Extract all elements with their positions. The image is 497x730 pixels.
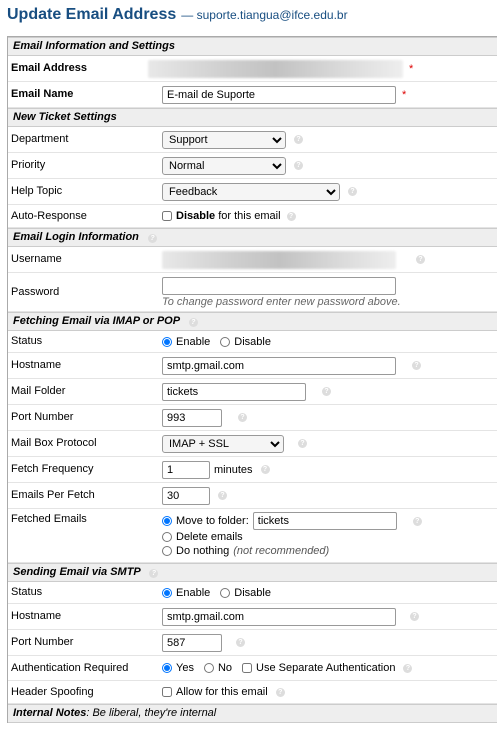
required-mark: *: [409, 62, 414, 75]
email-address-field[interactable]: [148, 60, 403, 78]
smtp-enable-label: Enable: [176, 586, 211, 599]
email-name-label: Email Name: [11, 88, 74, 100]
mail-folder-label: Mail Folder: [11, 385, 66, 397]
section-internal-notes: [8, 704, 497, 723]
fetch-hostname-label: Hostname: [11, 359, 62, 371]
password-label: Password: [11, 286, 60, 298]
password-hint: To change password enter new password above.: [162, 296, 401, 308]
priority-label: Priority: [11, 159, 46, 171]
smtp-disable-radio[interactable]: [220, 588, 230, 598]
fetch-hostname-input[interactable]: [162, 357, 396, 375]
fetch-frequency-label: Fetch Frequency: [11, 463, 94, 475]
separate-auth-label: Use Separate Authentication: [256, 662, 396, 674]
section-fetching-title: Fetching Email via IMAP or POP: [13, 315, 180, 327]
move-to-folder-label: Move to folder:: [176, 515, 249, 527]
header-spoofing-checkbox[interactable]: [162, 687, 172, 697]
username-field[interactable]: [162, 251, 396, 269]
row-smtp-status: [8, 582, 497, 604]
row-email-address: [8, 56, 497, 82]
help-icon[interactable]: ?: [287, 212, 296, 221]
auth-yes-radio[interactable]: [162, 663, 172, 673]
row-mailbox-protocol: [8, 431, 497, 457]
internal-notes-subtitle: : Be liberal, they're internal: [86, 707, 217, 719]
help-icon[interactable]: ?: [189, 318, 198, 327]
smtp-hostname-label: Hostname: [11, 610, 62, 622]
section-email-info: Email Information and Settings: [8, 37, 497, 56]
help-icon[interactable]: ?: [294, 135, 303, 144]
help-icon[interactable]: ?: [294, 161, 303, 170]
row-fetch-status: [8, 331, 497, 353]
do-nothing-radio[interactable]: [162, 546, 172, 556]
email-address-label: Email Address: [11, 62, 88, 74]
row-priority: [8, 153, 497, 179]
move-to-folder-radio[interactable]: [162, 516, 172, 526]
page-header: [7, 6, 348, 24]
help-icon[interactable]: ?: [413, 517, 422, 526]
delete-emails-radio[interactable]: [162, 532, 172, 542]
row-fetched-emails: [8, 509, 497, 563]
fetch-enable-radio[interactable]: [162, 337, 172, 347]
auth-no-label: No: [217, 662, 233, 674]
row-username: [8, 247, 497, 273]
help-icon[interactable]: ?: [403, 664, 412, 673]
fetch-port-label: Port Number: [11, 411, 74, 423]
row-fetch-port: [8, 405, 497, 431]
smtp-hostname-input[interactable]: [162, 608, 396, 626]
row-password: [8, 273, 497, 312]
page-subtitle: — suporte.tiangua@ifce.edu.br: [181, 8, 348, 22]
row-fetch-hostname: [8, 353, 497, 379]
row-smtp-auth: [8, 656, 497, 681]
help-topic-label: Help Topic: [11, 185, 63, 197]
fetch-disable-radio[interactable]: [220, 337, 230, 347]
auto-response-text: for this email: [215, 210, 281, 222]
auto-response-checkbox[interactable]: [162, 211, 172, 221]
auth-yes-label: Yes: [176, 662, 194, 674]
header-spoofing-label: Header Spoofing: [11, 686, 94, 698]
help-icon[interactable]: ?: [148, 234, 157, 243]
row-auto-response: [8, 205, 497, 228]
help-icon[interactable]: ?: [218, 491, 227, 500]
separate-auth-checkbox[interactable]: [242, 663, 252, 673]
help-icon[interactable]: ?: [410, 612, 419, 621]
fetch-port-input[interactable]: [162, 409, 222, 427]
row-emails-per-fetch: [8, 483, 497, 509]
mailbox-protocol-select[interactable]: [162, 435, 284, 453]
header-spoofing-option: Allow for this email: [176, 686, 268, 698]
do-nothing-note: (not recommended): [233, 545, 330, 557]
auth-no-radio[interactable]: [204, 663, 214, 673]
email-settings-form: [7, 36, 497, 723]
auto-response-label: Auto-Response: [11, 210, 87, 222]
help-icon[interactable]: ?: [416, 255, 425, 264]
emails-per-fetch-input[interactable]: [162, 487, 210, 505]
password-input[interactable]: [162, 277, 396, 295]
row-email-name: [8, 82, 497, 108]
help-icon[interactable]: ?: [322, 387, 331, 396]
internal-notes-title: Internal Notes: [13, 707, 87, 719]
help-icon[interactable]: ?: [149, 569, 158, 578]
fetch-status-label: Status: [11, 335, 43, 347]
row-header-spoofing: [8, 681, 497, 704]
section-ticket-settings: New Ticket Settings: [8, 108, 497, 127]
help-icon[interactable]: ?: [412, 361, 421, 370]
help-icon[interactable]: ?: [238, 413, 247, 422]
section-login-title: Email Login Information: [13, 231, 139, 243]
help-icon[interactable]: ?: [236, 638, 245, 647]
help-icon[interactable]: ?: [276, 688, 285, 697]
fetch-frequency-unit: minutes: [214, 463, 253, 476]
delete-emails-label: Delete emails: [176, 531, 243, 543]
smtp-status-label: Status: [11, 586, 43, 598]
section-smtp-title: Sending Email via SMTP: [13, 566, 141, 578]
row-mail-folder: [8, 379, 497, 405]
fetch-frequency-input[interactable]: [162, 461, 210, 479]
help-icon[interactable]: ?: [348, 187, 357, 196]
mail-folder-input[interactable]: [162, 383, 306, 401]
email-name-input[interactable]: [162, 86, 396, 104]
help-topic-select[interactable]: [162, 183, 340, 201]
move-folder-input[interactable]: [253, 512, 397, 530]
required-mark: *: [402, 88, 407, 101]
section-login-info: [8, 228, 497, 247]
fetched-emails-label: Fetched Emails: [11, 513, 87, 525]
priority-select[interactable]: [162, 157, 286, 175]
fetch-disable-label: Disable: [234, 335, 271, 348]
username-label: Username: [11, 253, 62, 265]
row-help-topic: [8, 179, 497, 205]
smtp-disable-label: Disable: [234, 586, 271, 599]
help-icon[interactable]: ?: [298, 439, 307, 448]
page-title: Update Email Address: [7, 6, 177, 23]
fetch-enable-label: Enable: [176, 335, 211, 348]
smtp-auth-label: Authentication Required: [11, 662, 129, 674]
department-select[interactable]: [162, 131, 286, 149]
section-fetching: [8, 312, 497, 331]
help-icon[interactable]: ?: [261, 465, 270, 474]
emails-per-fetch-label: Emails Per Fetch: [11, 489, 95, 501]
row-fetch-frequency: [8, 457, 497, 483]
smtp-port-input[interactable]: [162, 634, 222, 652]
row-smtp-port: [8, 630, 497, 656]
row-smtp-hostname: [8, 604, 497, 630]
auto-response-bold: Disable: [176, 210, 216, 222]
department-label: Department: [11, 133, 69, 145]
row-department: [8, 127, 497, 153]
section-smtp: [8, 563, 497, 582]
smtp-port-label: Port Number: [11, 636, 74, 648]
do-nothing-label: Do nothing: [176, 545, 230, 557]
mailbox-protocol-label: Mail Box Protocol: [11, 437, 97, 449]
smtp-enable-radio[interactable]: [162, 588, 172, 598]
